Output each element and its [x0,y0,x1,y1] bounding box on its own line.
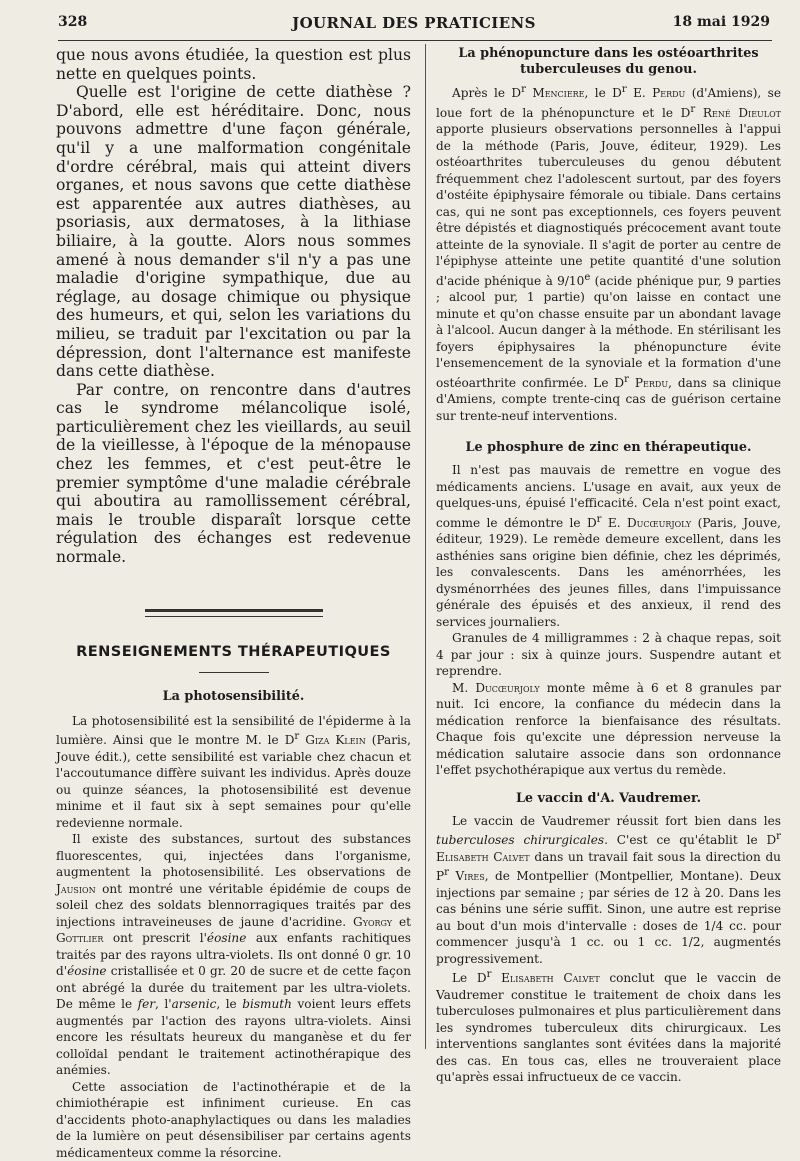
right-column [436,46,781,1086]
paragraph: Cette association de l'actinothérapie et de la chimiothérapie est infiniment curieuse. En cas d'accidents photo-anaphylactiques ou dans les maladies de la lumière on peut désensibiliser par certains agents médicamenteux comme la résorcine. [56,1079,411,1160]
page-number: 328 [58,14,88,30]
article-vaccin-vaudremer [436,791,781,1086]
paragraph: que nous avons étudiée, la question est plus nette en quelques points. [56,46,411,83]
paragraph: Quelle est l'origine de cette diathèse ? D'abord, elle est héréditaire. Donc, nous pouvons admettre d'une façon générale, qu'il y a une malformation congénitale d'ordre cérébral, mais qui atteint divers organes, et nous savons que cette diathèse est apparentée aux autres diathèses, au psoriasis, aux dermatoses, à la lithiase biliaire, à la goutte. Alors nous sommes amené à nous demander s'il n'y a pas une maladie d'origine sympathique, due au réglage, au dosage chimique ou physique des humeurs, et qui, selon les variations du milieu, se traduit par l'excitation ou par la dépression, dont l'alternance est manifeste dans cette diathèse. [56,83,411,381]
article-title: Le phosphure de zinc en thérapeutique. [465,440,752,456]
article-title: La photosensibilité. [162,688,305,704]
article-phosphure-de-zinc [436,440,781,779]
paragraph: La photosensibilité est la sensibilité de l'épiderme à la lumière. Ainsi que le montre M. le $D^r$ Giza Klein (Paris, Jouve édit.), cette sensibilité est variable chez chacun et l'accoutumance diffère suivant les individus. Après douze ou quinze séances, la photosensibilité est devenue minime et il faut six à sept semaines pour qu'elle redevienne normale. [56,713,411,830]
paragraph: Il existe des substances, surtout des substances fluorescentes, qui, injectées dans l'organisme, augmentent la photosensibilité. Les observations de Jausion ont montré une véritable épidémie de coups de soleil chez des soldats blennorragiques traités par des injections intraveineuses de jaune d'acridine. Gyorgy et Gottlier ont prescrit l'éosine aux enfants rachitiques traités par des rayons ultra-violets. Ils ont donné 0 gr. 10 d'éosine cristallisée et 0 gr. 20 de sucre et de cette façon ont abrégé la durée du traitement par les ultra-violets. De même le fer, l'arsenic, le bismuth voient leurs effets augmentés par l'action des rayons ultra-violets. Ainsi encore les résultats heureux du manganèse et du fer colloïdal pendant le traitement actinothérapique des anémies. [56,832,411,1078]
paragraph: Après le $D^r$ Menciere, le $D^r$ E. Perdu (d'Amiens), se loue fort de la phénopuncture et le $D^r$ René Dieulot apporte plusieurs observations personnelles à l'appui de la méthode (Paris, Jouve, éditeur, 1929). Les ostéoarthrites tuberculeuses du genou débutent fréquemment chez l'adolescent surtout, par des foyers d'ostéite épiphysaire fémorale ou tibiale. Dans certains cas, qui ne sont pas exceptionnels, ces foyers peuvent être dépistés et diagnostiqués précocement avant toute atteinte de la synoviale. Il s'agit de porter au centre de l'épiphyse atteinte une petite quantité d'une solution d'acide phénique à 9/10e (acide phénique pur, 9 parties ; alcool pur, 1 partie) qu'on laisse en contact une minute et qu'on chasse ensuite par un abondant lavage à l'alcool. Aucun danger à la méthode. En stérilisant les foyers épiphysaires la phénopuncture évite l'ensemencement de la synoviale et la formation d'une ostéoarthrite confirmée. Le $D^r$ Perdu, dans sa clinique d'Amiens, compte trente-cinq cas de guérison certaine sur trente-neuf interventions. [436,84,781,423]
continued-article [56,46,411,567]
section-divider [145,609,323,617]
paragraph: Le $D^r$ Elisabeth Calvet conclut que le vaccin de Vaudremer constitue le traitement de choix dans les tuberculoses pulmonaires et plus particulièrement dans les syndromes tuberculeux dits chirurgicaux. Les interventions sanglantes sont évitées dans la majorité des cas. En tous cas, elles ne trouveraient place qu'après essai infructueux de ce vaccin. [436,969,781,1085]
article-phenopuncture [436,46,781,424]
column-separator [425,44,426,1049]
paragraph: M. Ducœurjoly monte même à 6 et 8 granules par nuit. Ici encore, la confiance du médecin dans la médication renforce la bienfaisance des résultats. Chaque fois qu'excite une dépression nerveuse la médication salutaire associe dans son ordonnance l'effet psychothérapique aux vertus du remède. [436,680,781,778]
paragraph: Il n'est pas mauvais de remettre en vogue des médicaments anciens. L'usage en avait, aux yeux de quelques-uns, épuisé l'efficacité. Cela n'est point exact, comme le démontre le $D^r$ E. Ducœurjoly (Paris, Jouve, éditeur, 1929). Le remède demeure excellent, dans les asthénies sans origine bien définie, chez les déprimés, les convalescents. Dans les aménorrhées, les dysménorrhées des jeunes filles, dans l'impuissance générale des épuisés et des anxieux, il rend des services journaliers. [436,463,781,629]
article-title: La phénopuncture dans les ostéoarthrites tuberculeuses du genou. [458,46,759,77]
paragraph: Le vaccin de Vaudremer réussit fort bien dans les tuberculoses chirurgicales. C'est ce qu'établit le $D^r$ Elisabeth Calvet dans un travail fait sous la direction du $P^r$ Vires, de Montpellier (Montpellier, Montane). Deux injections par semaine ; par séries de 12 à 20. Dans les cas bénins une série suffit. Sinon, une autre est reprise au bout d'un mois d'intervalle : doses de 1/4 cc. pour commencer jusqu'à 1 cc. ou 1 cc. 1/2, augmentés progressivement. [436,813,781,966]
article-photosensibilite [56,689,411,1161]
journal-title: JOURNAL DES PRATICIENS [292,14,536,32]
header-rule [58,40,772,41]
paragraph: Par contre, on rencontre dans d'autres cas le syndrome mélancolique isolé, particulièrement chez les vieillards, au seuil de la vieillesse, à l'époque de la ménopause chez les femmes, et c'est peut-être le premier symptôme d'une maladie cérébrale qui aboutira au ramollissement cérébral, mais le trouble disparaît lorsque cette régulation des échanges est redevenue normale. [56,380,411,567]
article-title: Le vaccin d'A. Vaudremer. [515,790,702,806]
page-header [58,14,770,36]
left-column [56,46,411,1161]
section-title: RENSEIGNEMENTS THÉRAPEUTIQUES [76,642,391,660]
paragraph: Granules de 4 milligrammes : 2 à chaque repas, soit 4 par jour : six à quinze jours. Suspendre autant et reprendre. [436,631,781,679]
issue-date: 18 mai 1929 [672,14,770,30]
